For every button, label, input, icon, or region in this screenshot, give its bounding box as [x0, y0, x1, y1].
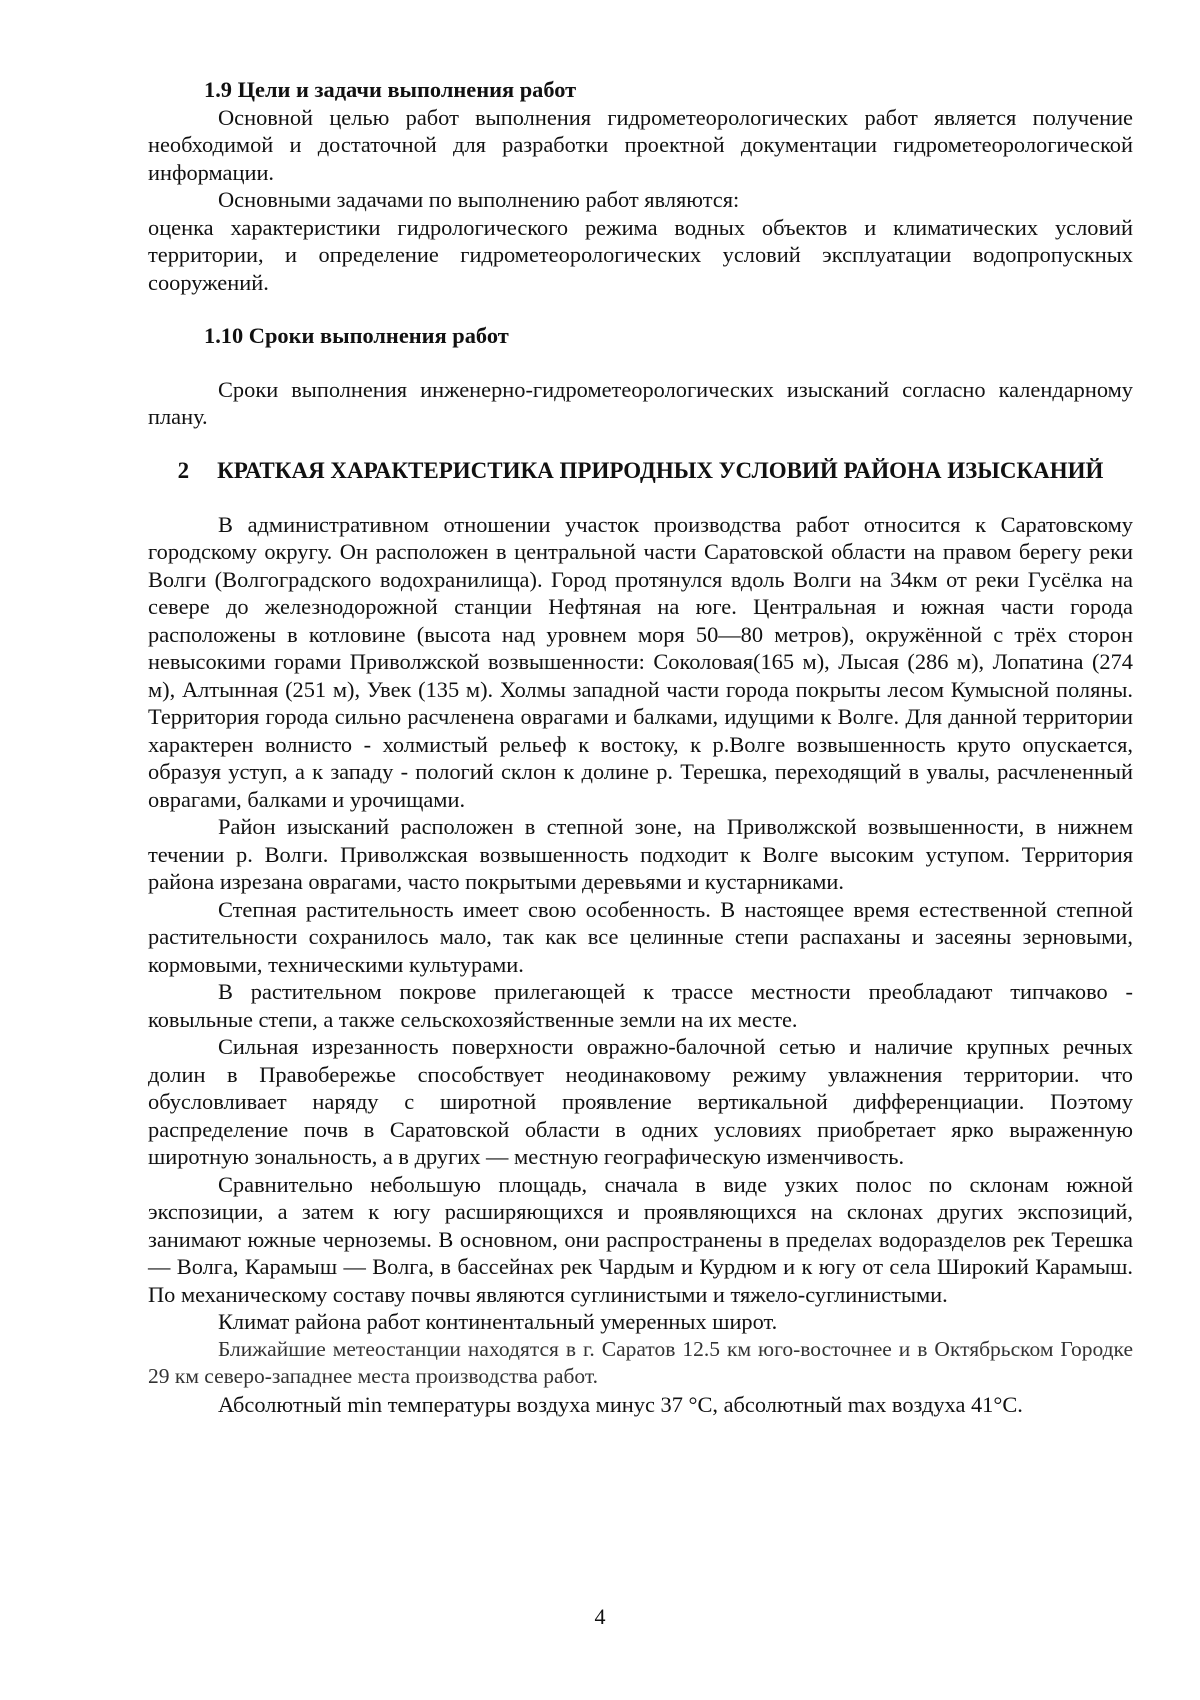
paragraph: Абсолютный min температуры воздуха минус 37 °С, абсолютный max воздуха 41°С.: [218, 1391, 1023, 1417]
paragraph: Степная растительность имеет свою особенность. В настоящее время естественной степной растительности сохранилось мало, так как все целинные степи распаханы и засеяны зерновыми, кормовыми, техническими культурами.: [148, 896, 1133, 977]
page-number: 4: [594, 1604, 606, 1629]
paragraph: В растительном покрове прилегающей к трассе местности преобладают типчаково - ковыльные степи, а также сельскохозяйственные земли на их месте.: [148, 979, 1133, 1032]
paragraph: Климат района работ континентальный умеренных широт.: [218, 1309, 778, 1334]
paragraph: оценка характеристики гидрологического режима водных объектов и климатических условий территории, и определение гидрометеорологических условий эксплуатации водопропускных сооружений.: [148, 214, 1133, 295]
paragraph: В административном отношении участок производства работ относится к Саратовскому городскому округу. Он расположен в центральной части Саратовской области на правом берегу реки Волги (Волгоградского водохранилища). Город протянулся вдоль Волги на 34км от реки Гусёлка на севере до железнодорожной станции Нефтяная на юге. Центральная и южная части города расположены в котловине (высота над уровнем моря 50—80 метров), окружённой с трёх сторон невысокими горами Приволжской возвышенности: Соколовая(165 м), Лысая (286 м), Лопатина (274 м), Алтынная (251 м), Увек (135 м). Холмы западной части города покрыты лесом Кумысной поляны. Территория города сильно расчленена оврагами и балками, идущими к Волге. Для данной территории характерен волнисто - холмистый рельеф к востоку, к р.Волге возвышенность круто опускается, образуя уступ, а к западу - пологий склон к долине р. Терешка, переходящий в увалы, расчлененный оврагами, балками и урочищами.: [148, 511, 1133, 812]
paragraph: Сроки выполнения инженерно-гидрометеорологических изысканий согласно календарному плану.: [148, 376, 1133, 429]
section-heading-1-9: 1.9 Цели и задачи выполнения работ: [204, 77, 577, 102]
section-heading-1-10: 1.10 Сроки выполнения работ: [204, 323, 509, 348]
paragraph: Сравнительно небольшую площадь, сначала в виде узких полос по склонам южной экспозиции, а затем к югу расширяющихся и проявляющихся на склонах других экспозиций, занимают южные черноземы. В основном, они распространены в пределах водоразделов рек Терешка — Волга, Карамыш — Волга, в бассейнах рек Чардым и Курдюм и к югу от села Широкий Карамыш. По механическому составу почвы являются суглинистыми и тяжело-суглинистыми.: [148, 1171, 1133, 1307]
page-content: [148, 76, 1133, 1418]
chapter-heading: [148, 457, 1133, 485]
paragraph: Основной целью работ выполнения гидрометеорологических работ является получение необходимой и достаточной для разработки проектной документации гидрометеорологической информации.: [148, 104, 1133, 185]
chapter-title: КРАТКАЯ ХАРАКТЕРИСТИКА ПРИРОДНЫХ УСЛОВИЙ РАЙОНА ИЗЫСКАНИЙ: [217, 457, 1104, 483]
chapter-number: 2: [177, 457, 190, 483]
paragraph: Основными задачами по выполнению работ являются:: [218, 187, 740, 212]
paragraph: Район изысканий расположен в степной зоне, на Приволжской возвышенности, в нижнем течении р. Волги. Приволжская возвышенность подходит к Волге высоким уступом. Территория района изрезана оврагами, часто покрытыми деревьями и кустарниками.: [148, 814, 1133, 894]
paragraph: Сильная изрезанность поверхности овражно-балочной сетью и наличие крупных речных долин в Правобережье способствует неодинаковому режиму увлажнения территории. что обусловливает наряду с широтной проявление вертикальной дифференциации. Поэтому распределение почв в Саратовской области в одних условиях приобретает ярко выраженную широтную зональность, а в других — местную географическую изменчивость.: [148, 1034, 1133, 1169]
paragraph: Ближайшие метеостанции находятся в г. Саратов 12.5 км юго-восточнее и в Октябрьском Городке 29 км северо-западнее места производства работ.: [148, 1336, 1133, 1388]
